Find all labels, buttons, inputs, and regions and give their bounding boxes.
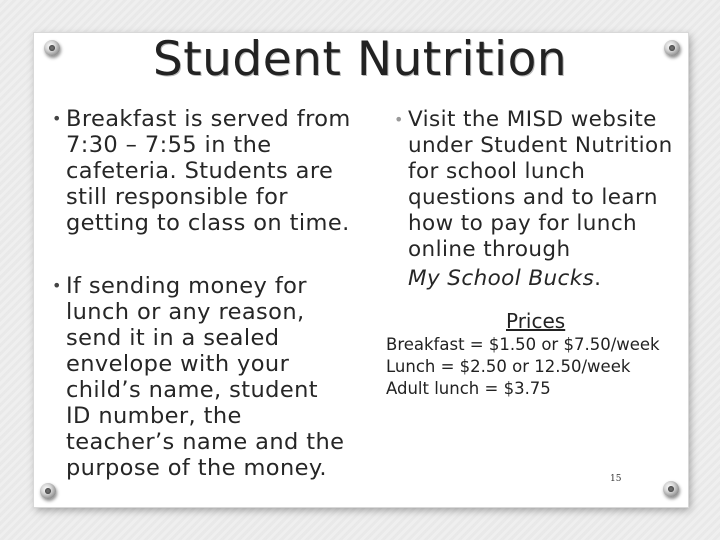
bullet-breakfast-info [52,106,356,236]
prices-heading: Prices [506,309,566,333]
price-adult-lunch: Adult lunch = $3.75 [386,379,551,398]
page-number: 15 [610,474,622,484]
bullet-suffix: . [594,266,602,291]
price-lunch: Lunch = $2.50 or 12.50/week [386,357,631,376]
bullet-text: If sending money for lunch or any reason, send it in a sealed envelope with your child’s name, student ID number, the teacher’s name and the purpose of the money. [66,273,345,481]
bullet-icon: • [52,109,62,128]
slide-title: Student Nutrition [152,32,568,87]
bullet-website-info [394,107,693,292]
bullet-text: Breakfast is served from 7:30 – 7:55 in the cafeteria. Students are still responsible for getting to class on time. [66,106,351,236]
bullet-money-info [52,273,346,481]
pushpin-icon [40,483,56,499]
bullet-text: Visit the MISD website under Student Nutrition for school lunch questions and to learn how to pay for lunch online through [408,107,673,262]
price-breakfast: Breakfast = $1.50 or $7.50/week [386,335,660,354]
bullet-icon: • [394,110,404,129]
my-school-bucks-link[interactable]: My School Bucks [408,266,595,291]
price-list [386,334,660,400]
pushpin-icon [663,481,679,497]
bullet-icon: • [52,276,62,295]
